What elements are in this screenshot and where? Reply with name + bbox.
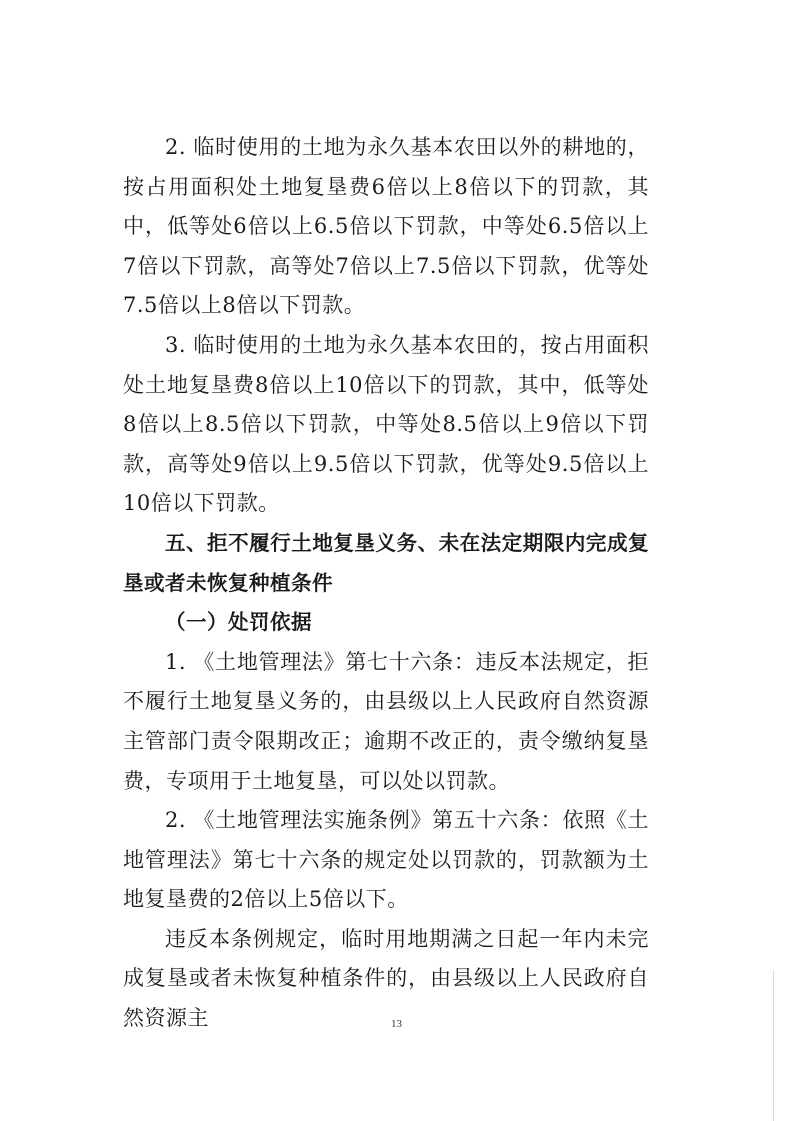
- paragraph-item-2: 2. 临时使用的土地为永久基本农田以外的耕地的，按占用面积处土地复垦费6倍以上8倍以下的罚款，其中，低等处6倍以上6.5倍以下罚款，中等处6.5倍以上7倍以下罚款，高等处7倍以上7.5倍以下罚款，优等处7.5倍以上8倍以下罚款。: [123, 135, 649, 318]
- page-number: 13: [391, 1018, 402, 1030]
- subsection-heading: （一）处罚依据: [165, 610, 312, 635]
- paragraph-item-3: 3. 临时使用的土地为永久基本农田的，按占用面积处土地复垦费8倍以上10倍以下的罚款，其中，低等处8倍以上8.5倍以下罚款，中等处8.5倍以上9倍以下罚款，高等处9倍以上9.5倍以下罚款，优等处9.5倍以上10倍以下罚款。: [123, 332, 649, 516]
- paragraph-legal-basis-1: 1. 《土地管理法》第七十六条：违反本法规定，拒不履行土地复垦义务的，由县级以上人民政府自然资源主管部门责令限期改正；逾期不改正的，责令缴纳复垦费，专项用于土地复垦，可以处以罚款。: [123, 649, 649, 793]
- paragraph-continuation: 违反本条例规定，临时用地期满之日起一年内未完成复垦或者未恢复种植条件的，由县级以上人民政府自然资源主: [123, 926, 649, 1031]
- section-heading: 五、拒不履行土地复垦义务、未在法定期限内完成复垦或者未恢复种植条件: [123, 530, 649, 595]
- page-body: [123, 128, 649, 1039]
- paragraph-legal-basis-2: 2. 《土地管理法实施条例》第五十六条：依照《土地管理法》第七十六条的规定处以罚款的，罚款额为土地复垦费的2倍以上5倍以下。: [123, 808, 649, 912]
- scan-edge-line: [773, 970, 774, 1121]
